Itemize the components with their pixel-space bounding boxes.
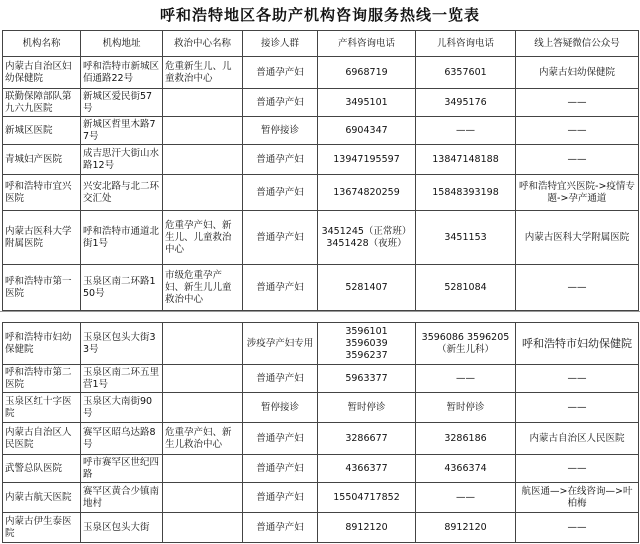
cell-address: 玉泉区南二环五里营1号 <box>81 365 163 393</box>
cell-center: 危重孕产妇、新生儿救治中心 <box>163 423 243 455</box>
cell-address: 成吉思汗大街山水路12号 <box>81 145 163 175</box>
cell-name: 内蒙古自治区人民医院 <box>3 423 81 455</box>
cell-center <box>163 323 243 365</box>
cell-name: 呼和浩特市宜兴医院 <box>3 175 81 211</box>
cell-obstetric: 5963377 <box>318 365 416 393</box>
cell-pediatric: 3451153 <box>416 211 516 265</box>
header-pediatric: 儿科咨询电话 <box>416 31 516 57</box>
cell-address: 玉泉区大南街90号 <box>81 393 163 423</box>
table-row <box>3 57 639 89</box>
cell-wechat: 内蒙古妇幼保健院 <box>516 57 639 89</box>
cell-obstetric: 3286677 <box>318 423 416 455</box>
table-row <box>3 323 639 365</box>
cell-center <box>163 145 243 175</box>
cell-wechat: —— <box>516 513 639 543</box>
cell-address: 赛罕区昭乌达路8号 <box>81 423 163 455</box>
cell-obstetric: 13947195597 <box>318 145 416 175</box>
cell-wechat: —— <box>516 145 639 175</box>
cell-pediatric: 3596086 3596205 （新生儿科） <box>416 323 516 365</box>
header-group: 接诊人群 <box>243 31 318 57</box>
cell-center: 市级危重孕产妇、新生儿儿童救治中心 <box>163 265 243 311</box>
cell-obstetric: 4366377 <box>318 455 416 483</box>
cell-center <box>163 175 243 211</box>
cell-address: 玉泉区包头大街 <box>81 513 163 543</box>
table-row <box>3 455 639 483</box>
cell-name: 呼和浩特市第一医院 <box>3 265 81 311</box>
cell-wechat: —— <box>516 89 639 117</box>
table-row <box>3 365 639 393</box>
cell-wechat: 呼和浩特市妇幼保健院 <box>516 323 639 365</box>
cell-wechat: —— <box>516 365 639 393</box>
cell-group: 暂停接诊 <box>243 393 318 423</box>
cell-address: 新城区哲里木路77号 <box>81 117 163 145</box>
cell-pediatric: —— <box>416 483 516 513</box>
cell-center <box>163 365 243 393</box>
cell-pediatric: 3495176 <box>416 89 516 117</box>
cell-pediatric: 6357601 <box>416 57 516 89</box>
table-row <box>3 89 639 117</box>
table-row <box>3 117 639 145</box>
table-row <box>3 265 639 311</box>
cell-obstetric: 3451245（正常班） 3451428（夜班） <box>318 211 416 265</box>
cell-obstetric: 13674820259 <box>318 175 416 211</box>
cell-group: 普通孕产妇 <box>243 365 318 393</box>
cell-pediatric: 15848393198 <box>416 175 516 211</box>
table-row <box>3 393 639 423</box>
cell-pediatric: 5281084 <box>416 265 516 311</box>
cell-address: 赛罕区黄合少镇南地村 <box>81 483 163 513</box>
cell-name: 呼和浩特市第二医院 <box>3 365 81 393</box>
cell-group: 普通孕产妇 <box>243 265 318 311</box>
table-row <box>3 145 639 175</box>
cell-obstetric: 3596101 3596039 3596237 <box>318 323 416 365</box>
header-obstetric: 产科咨询电话 <box>318 31 416 57</box>
table-row <box>3 175 639 211</box>
table-row <box>3 513 639 543</box>
cell-address: 呼市赛罕区世纪四路 <box>81 455 163 483</box>
cell-pediatric: 13847148188 <box>416 145 516 175</box>
cell-pediatric: 8912120 <box>416 513 516 543</box>
cell-wechat: —— <box>516 265 639 311</box>
table-header-row <box>3 31 639 57</box>
cell-group: 普通孕产妇 <box>243 145 318 175</box>
cell-name: 内蒙古航天医院 <box>3 483 81 513</box>
cell-center <box>163 513 243 543</box>
cell-address: 玉泉区南二环路150号 <box>81 265 163 311</box>
cell-group: 普通孕产妇 <box>243 57 318 89</box>
hotline-table-bottom <box>2 322 639 543</box>
hotline-table-top <box>2 30 639 311</box>
cell-name: 联勤保障部队第九六九医院 <box>3 89 81 117</box>
header-name: 机构名称 <box>3 31 81 57</box>
cell-wechat: 航医通—>在线咨询—>叶柏梅 <box>516 483 639 513</box>
header-address: 机构地址 <box>81 31 163 57</box>
cell-obstetric: 暂时停诊 <box>318 393 416 423</box>
cell-name: 武警总队医院 <box>3 455 81 483</box>
cell-name: 内蒙古自治区妇幼保健院 <box>3 57 81 89</box>
cell-obstetric: 8912120 <box>318 513 416 543</box>
cell-group: 普通孕产妇 <box>243 89 318 117</box>
cell-address: 兴安北路与北二环交汇处 <box>81 175 163 211</box>
cell-obstetric: 3495101 <box>318 89 416 117</box>
cell-address: 玉泉区包头大街33号 <box>81 323 163 365</box>
cell-center <box>163 89 243 117</box>
cell-name: 呼和浩特市妇幼保健院 <box>3 323 81 365</box>
cell-center <box>163 483 243 513</box>
cell-group: 涉疫孕产妇专用 <box>243 323 318 365</box>
header-center: 救治中心名称 <box>163 31 243 57</box>
cell-wechat: 内蒙古自治区人民医院 <box>516 423 639 455</box>
cell-address: 呼和浩特市通道北街1号 <box>81 211 163 265</box>
cell-group: 普通孕产妇 <box>243 423 318 455</box>
cell-obstetric: 5281407 <box>318 265 416 311</box>
cell-center: 危重孕产妇、新生儿、儿童救治中心 <box>163 211 243 265</box>
cell-pediatric: —— <box>416 117 516 145</box>
cell-group: 普通孕产妇 <box>243 175 318 211</box>
cell-obstetric: 15504717852 <box>318 483 416 513</box>
table-row <box>3 483 639 513</box>
cell-center <box>163 393 243 423</box>
cell-name: 内蒙古伊生泰医院 <box>3 513 81 543</box>
cell-pediatric: 3286186 <box>416 423 516 455</box>
page-title: 呼和浩特地区各助产机构咨询服务热线一览表 <box>159 6 480 24</box>
cell-address: 呼和浩特市新城区佰通路22号 <box>81 57 163 89</box>
cell-pediatric: —— <box>416 365 516 393</box>
cell-address: 新城区爱民街57号 <box>81 89 163 117</box>
cell-name: 青城妇产医院 <box>3 145 81 175</box>
cell-name: 玉泉区红十字医院 <box>3 393 81 423</box>
table-row <box>3 423 639 455</box>
cell-obstetric: 6968719 <box>318 57 416 89</box>
cell-wechat: —— <box>516 393 639 423</box>
cell-wechat: 内蒙古医科大学附属医院 <box>516 211 639 265</box>
cell-group: 普通孕产妇 <box>243 513 318 543</box>
cell-group: 普通孕产妇 <box>243 211 318 265</box>
cell-wechat: —— <box>516 455 639 483</box>
cell-pediatric: 4366374 <box>416 455 516 483</box>
cell-wechat: —— <box>516 117 639 145</box>
cell-obstetric: 6904347 <box>318 117 416 145</box>
cell-name: 内蒙古医科大学附属医院 <box>3 211 81 265</box>
cell-center <box>163 117 243 145</box>
cell-name: 新城区医院 <box>3 117 81 145</box>
cell-center: 危重新生儿、儿童救治中心 <box>163 57 243 89</box>
cell-wechat: 呼和浩特宜兴医院->疫情专题->孕产通道 <box>516 175 639 211</box>
cell-center <box>163 455 243 483</box>
cell-group: 暂停接诊 <box>243 117 318 145</box>
cell-pediatric: 暂时停诊 <box>416 393 516 423</box>
cell-group: 普通孕产妇 <box>243 455 318 483</box>
table-row <box>3 211 639 265</box>
cell-group: 普通孕产妇 <box>243 483 318 513</box>
header-wechat: 线上答疑微信公众号 <box>516 31 639 57</box>
